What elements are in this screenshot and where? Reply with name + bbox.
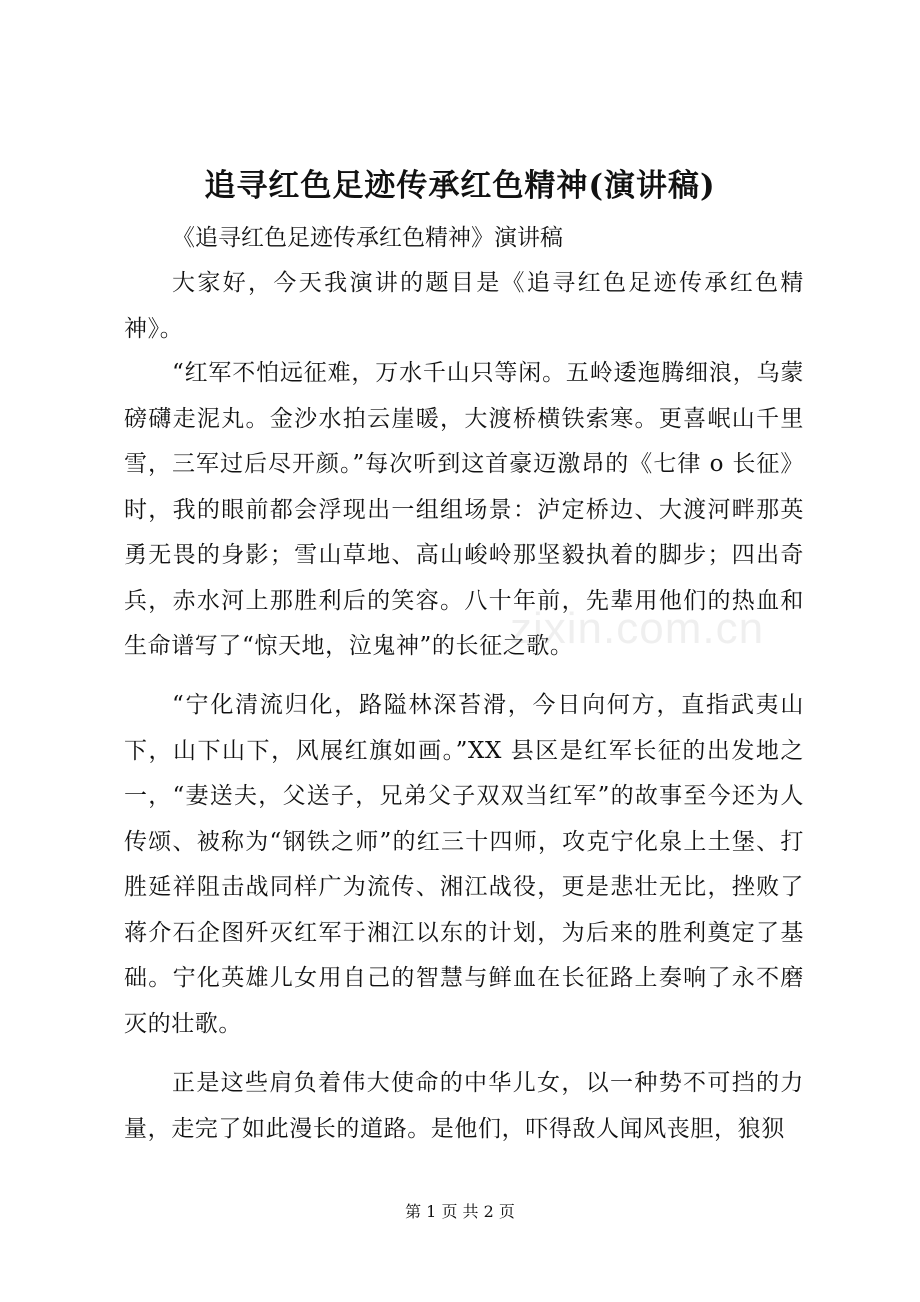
paragraph-conclusion: 正是这些肩负着伟大使命的中华儿女，以一种势不可挡的力量，走完了如此漫长的道路。是他们，吓得敌人闻风丧胆，狼狈: [124, 1070, 804, 1142]
watermark: zixin.com.cn: [510, 604, 765, 653]
page-footer: 第 1 页 共 2 页: [405, 1202, 515, 1221]
paragraph-greeting: 大家好，今天我演讲的题目是《追寻红色足迹传承红色精神》。: [124, 270, 804, 342]
paragraph-ninghua: “宁化清流归化，路隘林深苔滑，今日向何方，直指武夷山下，山下山下，风展红旗如画。”XX 县区是红军长征的出发地之一，“妻送夫，父送子，兄弟父子双双当红军”的故事至今还为人传颂、被称为“钢铁之师”的红三十四师，攻克宁化泉上土堡、打胜延祥阻击战同样广为流传、湘江战役，更是悲壮无比，挫败了蒋介石企图歼灭红军于湘江以东的计划，为后来的胜利奠定了基础。宁化英雄儿女用自己的智慧与鲜血在长征路上奏响了永不磨灭的壮歌。: [124, 692, 804, 1037]
document-title: 追寻红色足迹传承红色精神(演讲稿): [204, 168, 716, 204]
paragraph-long-march-poem: “红军不怕远征难，万水千山只等闲。五岭逶迤腾细浪，乌蒙磅礴走泥丸。金沙水拍云崖暖，大渡桥横铁索寒。更喜岷山千里雪，三军过后尽开颜。”每次听到这首豪迈激昂的《七律 o 长征》时，我的眼前都会浮现出一组组场景：泸定桥边、大渡河畔那英勇无畏的身影；雪山草地、高山峻岭那坚毅执着的脚步；四出奇兵，赤水河上那胜利后的笑容。八十年前，先辈用他们的热血和生命谱写了“惊天地，泣鬼神”的长征之歌。: [124, 360, 804, 659]
document-subtitle: 《追寻红色足迹传承红色精神》演讲稿: [172, 225, 563, 251]
